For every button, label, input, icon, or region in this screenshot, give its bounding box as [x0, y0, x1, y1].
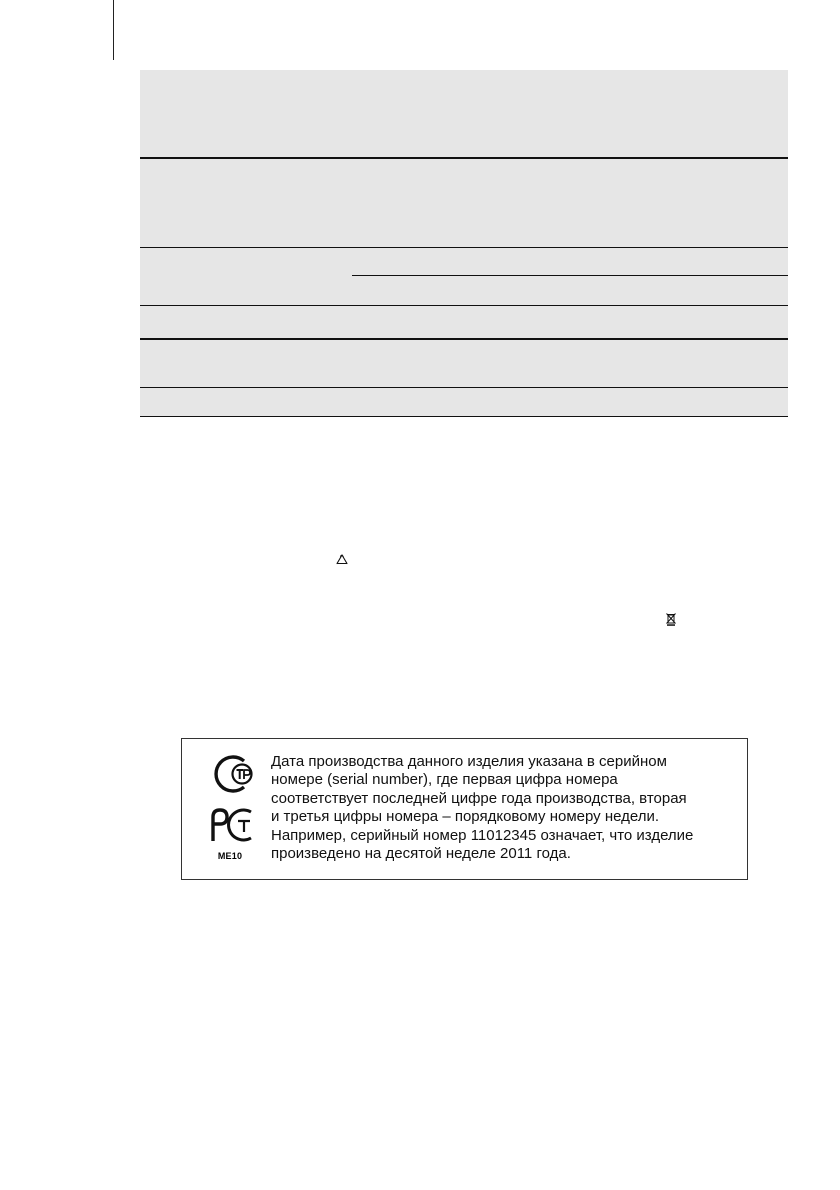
table-row: [140, 248, 788, 276]
table-row: [140, 306, 788, 340]
pct-mark-icon: [204, 805, 256, 845]
crossed-out-bin-icon: [665, 612, 677, 626]
production-date-notice: [181, 738, 748, 880]
table-row: [140, 159, 788, 248]
table-row: [140, 276, 788, 305]
table-row: [140, 70, 788, 159]
eac-tr-mark-icon: [204, 755, 256, 793]
notice-line: произведено на десятой неделе 2011 года.: [271, 845, 571, 863]
certification-code: ME10: [217, 851, 243, 861]
margin-rule: [113, 0, 114, 60]
recycle-icon: [334, 553, 350, 569]
notice-line: Например, серийный номер 11012345 означает, что изделие: [271, 826, 694, 844]
notice-line: и третья цифры номера – порядковому номеру недели.: [271, 808, 660, 826]
notice-line: номере (serial number), где первая цифра номера: [271, 771, 618, 789]
notice-line: соответствует последней цифре года производства, вторая: [271, 789, 687, 807]
notice-text: [271, 753, 741, 863]
table-row: [140, 340, 788, 388]
specifications-table: [140, 70, 788, 417]
notice-line: Дата производства данного изделия указана в серийном: [271, 753, 667, 770]
table-row: [140, 388, 788, 417]
